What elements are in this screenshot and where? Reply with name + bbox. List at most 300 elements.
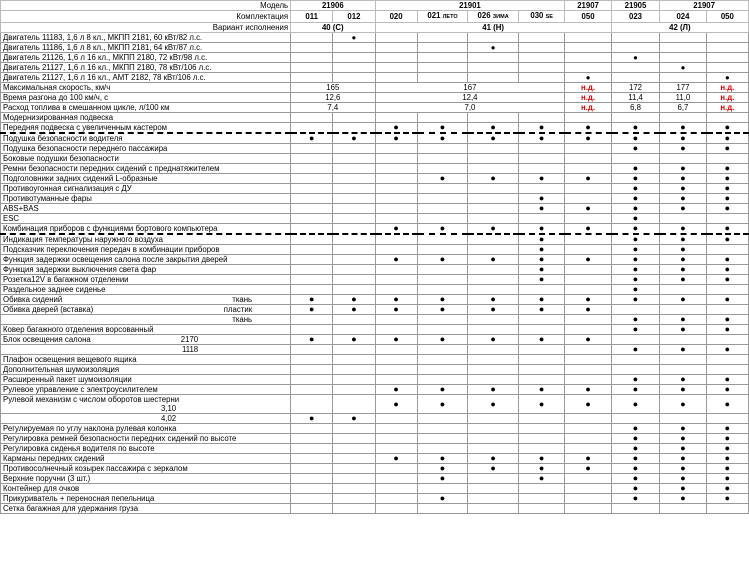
- feature-row: [1, 434, 749, 444]
- dot-mark: ●: [706, 494, 748, 504]
- dot-mark: ●: [706, 73, 748, 83]
- dot-mark: ●: [706, 194, 748, 204]
- feature-row: [1, 325, 749, 335]
- engine-row: [1, 73, 749, 83]
- light-2170-sublabel: 2170: [180, 335, 199, 344]
- dot-mark: ●: [468, 43, 519, 53]
- perf-value: 6,8: [611, 103, 660, 113]
- dot-mark: ●: [611, 295, 660, 305]
- dot-mark: ●: [375, 133, 417, 144]
- config-cell: 011: [291, 11, 333, 23]
- dot-mark: ●: [611, 144, 660, 154]
- dot-mark: ●: [660, 174, 706, 184]
- dot-mark: ●: [468, 385, 519, 395]
- dot-mark: ●: [660, 325, 706, 335]
- config-cell: 030 SE: [518, 11, 564, 23]
- dot-mark: ●: [417, 255, 468, 265]
- feature-label: Сетка багажная для удержания груза: [1, 504, 291, 514]
- dot-mark: ●: [611, 454, 660, 464]
- feature-label: Противосолнечный козырек пассажира с зеркалом: [1, 464, 291, 474]
- config-cell: 012: [333, 11, 375, 23]
- engine-label: Двигатель 21127, 1,6 л 16 кл., АМТ 2182, 78 кВт/106 л.с.: [1, 73, 291, 83]
- dot-mark: ●: [518, 224, 564, 235]
- feature-row: [1, 464, 749, 474]
- dot-mark: ●: [565, 133, 611, 144]
- feature-label: Противоугонная сигнализация с ДУ: [1, 184, 291, 194]
- feature-row: [1, 285, 749, 295]
- dot-mark: ●: [611, 174, 660, 184]
- perf-value: н.д.: [706, 93, 748, 103]
- dot-mark: ●: [375, 395, 417, 414]
- dot-mark: ●: [518, 474, 564, 484]
- dot-mark: ●: [660, 295, 706, 305]
- dot-mark: ●: [660, 245, 706, 255]
- dot-mark: ●: [611, 494, 660, 504]
- feature-label: Комбинация приборов с функциями бортового компьютера: [1, 224, 291, 235]
- dot-mark: ●: [706, 224, 748, 235]
- feature-row: [1, 275, 749, 285]
- feature-label: Боковые подушки безопасности: [1, 154, 291, 164]
- dot-mark: ●: [468, 305, 519, 315]
- config-cell: 026 ЗИМА: [468, 11, 519, 23]
- dot-mark: ●: [660, 395, 706, 414]
- dot-mark: ●: [706, 123, 748, 134]
- dot-mark: ●: [565, 454, 611, 464]
- dot-mark: ●: [660, 133, 706, 144]
- dot-mark: ●: [660, 184, 706, 194]
- perf-value: н.д.: [565, 93, 611, 103]
- dot-mark: ●: [706, 345, 748, 355]
- feature-row: [1, 335, 749, 345]
- dot-mark: ●: [518, 385, 564, 395]
- dot-mark: ●: [611, 395, 660, 414]
- dot-mark: ●: [375, 305, 417, 315]
- feature-label: Прикуриватель + переносная пепельница: [1, 494, 291, 504]
- dot-mark: ●: [565, 464, 611, 474]
- dot-mark: ●: [333, 295, 375, 305]
- feature-row: [1, 295, 749, 305]
- dot-mark: ●: [611, 184, 660, 194]
- feature-label: Регулировка ремней безопасности передних сидений по высоте: [1, 434, 291, 444]
- feature-label: Подголовники задних сидений L-образные: [1, 174, 291, 184]
- dot-mark: ●: [660, 345, 706, 355]
- dot-mark: ●: [291, 305, 333, 315]
- plastic-sublabel: пластик: [223, 305, 253, 314]
- perf-value: 11,4: [611, 93, 660, 103]
- dot-mark: ●: [518, 395, 564, 414]
- dot-mark: ●: [611, 285, 660, 295]
- dot-mark: ●: [417, 133, 468, 144]
- dot-mark: ●: [565, 123, 611, 134]
- dot-mark: ●: [518, 234, 564, 245]
- dot-mark: ●: [565, 255, 611, 265]
- feature-row: [1, 355, 749, 365]
- dot-mark: ●: [611, 315, 660, 325]
- dot-mark: ●: [468, 133, 519, 144]
- feature-label: Ковер багажного отделения ворсованный: [1, 325, 291, 335]
- feature-row: [1, 265, 749, 275]
- dot-mark: ●: [518, 123, 564, 134]
- dot-mark: ●: [660, 444, 706, 454]
- dot-mark: ●: [611, 194, 660, 204]
- dot-mark: ●: [611, 375, 660, 385]
- dot-mark: ●: [611, 123, 660, 134]
- dot-mark: ●: [468, 454, 519, 464]
- dot-mark: ●: [611, 464, 660, 474]
- perf-value: 165: [291, 83, 375, 93]
- config-cell: 023: [611, 11, 660, 23]
- feature-row: [1, 133, 749, 144]
- feature-row: [1, 245, 749, 255]
- feature-label: Передняя подвеска с увеличенным кастером: [1, 123, 291, 134]
- dot-mark: ●: [375, 224, 417, 235]
- perf-value: 7,4: [291, 103, 375, 113]
- model-row: [1, 1, 749, 11]
- feature-row: [1, 154, 749, 164]
- feature-label: Индикация температуры наружного воздуха: [1, 234, 291, 245]
- dot-mark: ●: [706, 174, 748, 184]
- feature-label: [1, 305, 291, 315]
- perf-value: 11,0: [660, 93, 706, 103]
- feature-label: Верхние поручни (3 шт.): [1, 474, 291, 484]
- dot-mark: ●: [660, 275, 706, 285]
- dot-mark: ●: [518, 245, 564, 255]
- perf-value: 7,0: [375, 103, 565, 113]
- dot-mark: ●: [417, 123, 468, 134]
- dot-mark: ●: [706, 474, 748, 484]
- feature-row: [1, 454, 749, 464]
- dot-mark: ●: [611, 385, 660, 395]
- feature-label: Функция задержки выключения света фар: [1, 265, 291, 275]
- engine-label: Двигатель 21126, 1,6 л 16 кл., МКПП 2180, 72 кВт/98 л.с.: [1, 53, 291, 63]
- feature-row: [1, 305, 749, 315]
- dot-mark: ●: [468, 395, 519, 414]
- engine-label: Двигатель 11186, 1,6 л 8 кл., МКПП 2181, 64 кВт/87 л.с.: [1, 43, 291, 53]
- dot-mark: ●: [611, 204, 660, 214]
- dot-mark: ●: [565, 295, 611, 305]
- feature-row: [1, 315, 749, 325]
- variant-cell: 40 (С): [291, 23, 375, 33]
- dot-mark: ●: [468, 464, 519, 474]
- config-cell: 021 ЛЕТО: [417, 11, 468, 23]
- perf-label: Время разгона до 100 км/ч, с: [1, 93, 291, 103]
- dot-mark: ●: [706, 395, 748, 414]
- feature-label: [1, 395, 291, 414]
- feature-row: [1, 184, 749, 194]
- feature-label: Модернизированная подвеска: [1, 113, 291, 123]
- dot-mark: ●: [706, 164, 748, 174]
- dot-mark: ●: [660, 454, 706, 464]
- dot-mark: ●: [660, 424, 706, 434]
- feature-row: [1, 474, 749, 484]
- dot-mark: ●: [468, 123, 519, 134]
- dot-mark: ●: [333, 335, 375, 345]
- engine-row: [1, 43, 749, 53]
- dot-mark: ●: [660, 224, 706, 235]
- dot-mark: ●: [706, 424, 748, 434]
- feature-row: [1, 194, 749, 204]
- dot-mark: ●: [565, 73, 611, 83]
- dot-mark: ●: [333, 33, 375, 43]
- dot-mark: ●: [611, 224, 660, 235]
- feature-row: [1, 395, 749, 414]
- feature-label: Карманы передних сидений: [1, 454, 291, 464]
- dot-mark: ●: [706, 444, 748, 454]
- feature-row: [1, 123, 749, 134]
- dot-mark: ●: [611, 424, 660, 434]
- dot-mark: ●: [565, 385, 611, 395]
- config-label: Комплектация: [1, 11, 291, 23]
- config-row: [1, 11, 749, 23]
- dot-mark: ●: [706, 144, 748, 154]
- dot-mark: ●: [660, 375, 706, 385]
- perf-value: 12,4: [375, 93, 565, 103]
- dot-mark: ●: [660, 315, 706, 325]
- feature-label: Подушка безопасности переднего пассажира: [1, 144, 291, 154]
- feature-label: Рулевое управление с электроусилителем: [1, 385, 291, 395]
- dot-mark: ●: [660, 164, 706, 174]
- dot-mark: ●: [375, 454, 417, 464]
- feature-label: Подушка безопасности водителя: [1, 133, 291, 144]
- dot-mark: ●: [333, 414, 375, 424]
- engine-row: [1, 33, 749, 43]
- feature-label: Подсказчик переключения передач в комбинации приборов: [1, 245, 291, 255]
- dot-mark: ●: [291, 133, 333, 144]
- dot-mark: ●: [611, 245, 660, 255]
- dot-mark: ●: [518, 454, 564, 464]
- feature-row: [1, 234, 749, 245]
- engine-row: [1, 53, 749, 63]
- seat-upholstery-label: Обивка сидений: [3, 295, 63, 304]
- feature-label: [1, 345, 291, 355]
- door-upholstery-label: Обивка дверей (вставка): [3, 305, 94, 314]
- dot-mark: ●: [660, 494, 706, 504]
- feature-label: Контейнер для очков: [1, 484, 291, 494]
- model-label: Модель: [1, 1, 291, 11]
- dot-mark: ●: [417, 454, 468, 464]
- model-cell: 21905: [611, 1, 660, 11]
- dot-mark: ●: [417, 494, 468, 504]
- feature-row: [1, 164, 749, 174]
- dot-mark: ●: [518, 335, 564, 345]
- dot-mark: ●: [611, 265, 660, 275]
- steering-ratio-label: Рулевой механизм с числом оборотов шестерни: [3, 395, 180, 404]
- dot-mark: ●: [660, 144, 706, 154]
- dot-mark: ●: [706, 255, 748, 265]
- fabric-sublabel: ткань: [232, 295, 253, 304]
- perf-value: 6,7: [660, 103, 706, 113]
- feature-row: [1, 375, 749, 385]
- dot-mark: ●: [565, 174, 611, 184]
- model-cell: 21901: [375, 1, 565, 11]
- dot-mark: ●: [611, 444, 660, 454]
- dot-mark: ●: [660, 484, 706, 494]
- dot-mark: ●: [291, 414, 333, 424]
- dot-mark: ●: [417, 295, 468, 305]
- dot-mark: ●: [417, 464, 468, 474]
- dot-mark: ●: [660, 194, 706, 204]
- dot-mark: ●: [706, 265, 748, 275]
- dot-mark: ●: [611, 53, 660, 63]
- feature-row: [1, 494, 749, 504]
- feature-label: Ремни безопасности передних сидений с преднатяжителем: [1, 164, 291, 174]
- ratio-402-sublabel: 4,02: [160, 414, 177, 423]
- dot-mark: ●: [611, 345, 660, 355]
- feature-label: Противотуманные фары: [1, 194, 291, 204]
- dot-mark: ●: [611, 275, 660, 285]
- feature-row: [1, 255, 749, 265]
- dot-mark: ●: [565, 395, 611, 414]
- dot-mark: ●: [611, 474, 660, 484]
- perf-row: [1, 93, 749, 103]
- dot-mark: ●: [417, 385, 468, 395]
- dot-mark: ●: [706, 234, 748, 245]
- dot-mark: ●: [660, 385, 706, 395]
- dot-mark: ●: [417, 174, 468, 184]
- dot-mark: ●: [611, 234, 660, 245]
- dot-mark: ●: [660, 265, 706, 275]
- feature-row: [1, 424, 749, 434]
- perf-row: [1, 83, 749, 93]
- dot-mark: ●: [333, 305, 375, 315]
- feature-row: [1, 113, 749, 123]
- dot-mark: ●: [660, 255, 706, 265]
- dot-mark: ●: [706, 184, 748, 194]
- dot-mark: ●: [660, 63, 706, 73]
- feature-label: Расширенный пакет шумоизоляции: [1, 375, 291, 385]
- dot-mark: ●: [706, 133, 748, 144]
- lighting-unit-label: Блок освещения салона: [3, 335, 91, 344]
- feature-label: Раздельное заднее сиденье: [1, 285, 291, 295]
- dot-mark: ●: [660, 234, 706, 245]
- feature-label: [1, 295, 291, 305]
- dot-mark: ●: [375, 255, 417, 265]
- dot-mark: ●: [333, 133, 375, 144]
- dot-mark: ●: [291, 295, 333, 305]
- dot-mark: ●: [291, 335, 333, 345]
- feature-row: [1, 144, 749, 154]
- feature-row: [1, 504, 749, 514]
- feature-row: [1, 224, 749, 235]
- perf-label: Расход топлива в смешанном цикле, л/100 км: [1, 103, 291, 113]
- dot-mark: ●: [518, 204, 564, 214]
- perf-value: 12,6: [291, 93, 375, 103]
- dot-mark: ●: [375, 335, 417, 345]
- feature-row: [1, 484, 749, 494]
- dot-mark: ●: [660, 123, 706, 134]
- dot-mark: ●: [468, 224, 519, 235]
- config-cell: 050: [706, 11, 748, 23]
- perf-label: Максимальная скорость, км/ч: [1, 83, 291, 93]
- dot-mark: ●: [518, 194, 564, 204]
- dot-mark: ●: [611, 434, 660, 444]
- feature-row: [1, 414, 749, 424]
- perf-value: н.д.: [565, 103, 611, 113]
- dot-mark: ●: [375, 123, 417, 134]
- dot-mark: ●: [417, 335, 468, 345]
- feature-row: [1, 385, 749, 395]
- dot-mark: ●: [468, 255, 519, 265]
- feature-label: Регулируемая по углу наклона рулевая колонка: [1, 424, 291, 434]
- perf-row: [1, 103, 749, 113]
- perf-value: 177: [660, 83, 706, 93]
- dot-mark: ●: [565, 204, 611, 214]
- feature-label: Дополнительная шумоизоляция: [1, 365, 291, 375]
- dot-mark: ●: [565, 305, 611, 315]
- dot-mark: ●: [518, 133, 564, 144]
- feature-label: Розетка12V в багажном отделении: [1, 275, 291, 285]
- light-1118-sublabel: 1118: [181, 345, 199, 354]
- feature-label: ESC: [1, 214, 291, 224]
- feature-row: [1, 174, 749, 184]
- dot-mark: ●: [468, 174, 519, 184]
- dot-mark: ●: [706, 295, 748, 305]
- dot-mark: ●: [706, 375, 748, 385]
- variant-cell: 42 (Л): [611, 23, 748, 33]
- dot-mark: ●: [706, 484, 748, 494]
- model-cell: 21907: [660, 1, 749, 11]
- dot-mark: ●: [660, 464, 706, 474]
- dot-mark: ●: [417, 395, 468, 414]
- feature-row: [1, 214, 749, 224]
- dot-mark: ●: [518, 255, 564, 265]
- feature-label: Функция задержки освещения салона после закрытия дверей: [1, 255, 291, 265]
- dot-mark: ●: [706, 464, 748, 474]
- dot-mark: ●: [706, 434, 748, 444]
- dot-mark: ●: [706, 325, 748, 335]
- dot-mark: ●: [660, 204, 706, 214]
- perf-value: н.д.: [565, 83, 611, 93]
- fabric-sublabel: ткань: [232, 315, 253, 324]
- config-cell: 020: [375, 11, 417, 23]
- model-cell: 21906: [291, 1, 375, 11]
- dot-mark: ●: [706, 454, 748, 464]
- dot-mark: ●: [706, 385, 748, 395]
- engine-row: [1, 63, 749, 73]
- perf-value: 172: [611, 83, 660, 93]
- dot-mark: ●: [518, 265, 564, 275]
- dot-mark: ●: [468, 295, 519, 305]
- engine-label: Двигатель 11183, 1,6 л 8 кл., МКПП 2181, 60 кВт/82 л.с.: [1, 33, 291, 43]
- dot-mark: ●: [518, 174, 564, 184]
- variant-cell: 41 (Н): [375, 23, 611, 33]
- feature-label: [1, 315, 291, 325]
- dot-mark: ●: [468, 335, 519, 345]
- dot-mark: ●: [518, 464, 564, 474]
- dot-mark: ●: [375, 385, 417, 395]
- dot-mark: ●: [417, 474, 468, 484]
- feature-row: [1, 365, 749, 375]
- dot-mark: ●: [611, 164, 660, 174]
- dot-mark: ●: [417, 305, 468, 315]
- feature-label: Регулировка сиденья водителя по высоте: [1, 444, 291, 454]
- variant-row: [1, 23, 749, 33]
- dot-mark: ●: [518, 305, 564, 315]
- dot-mark: ●: [706, 204, 748, 214]
- feature-row: [1, 444, 749, 454]
- feature-row: [1, 345, 749, 355]
- config-cell: 024: [660, 11, 706, 23]
- feature-row: [1, 204, 749, 214]
- dot-mark: ●: [518, 295, 564, 305]
- dot-mark: ●: [375, 295, 417, 305]
- dot-mark: ●: [706, 315, 748, 325]
- dot-mark: ●: [611, 255, 660, 265]
- ratio-310-sublabel: 3,10: [160, 404, 177, 413]
- dot-mark: ●: [660, 434, 706, 444]
- dot-mark: ●: [660, 474, 706, 484]
- feature-label: ABS+BAS: [1, 204, 291, 214]
